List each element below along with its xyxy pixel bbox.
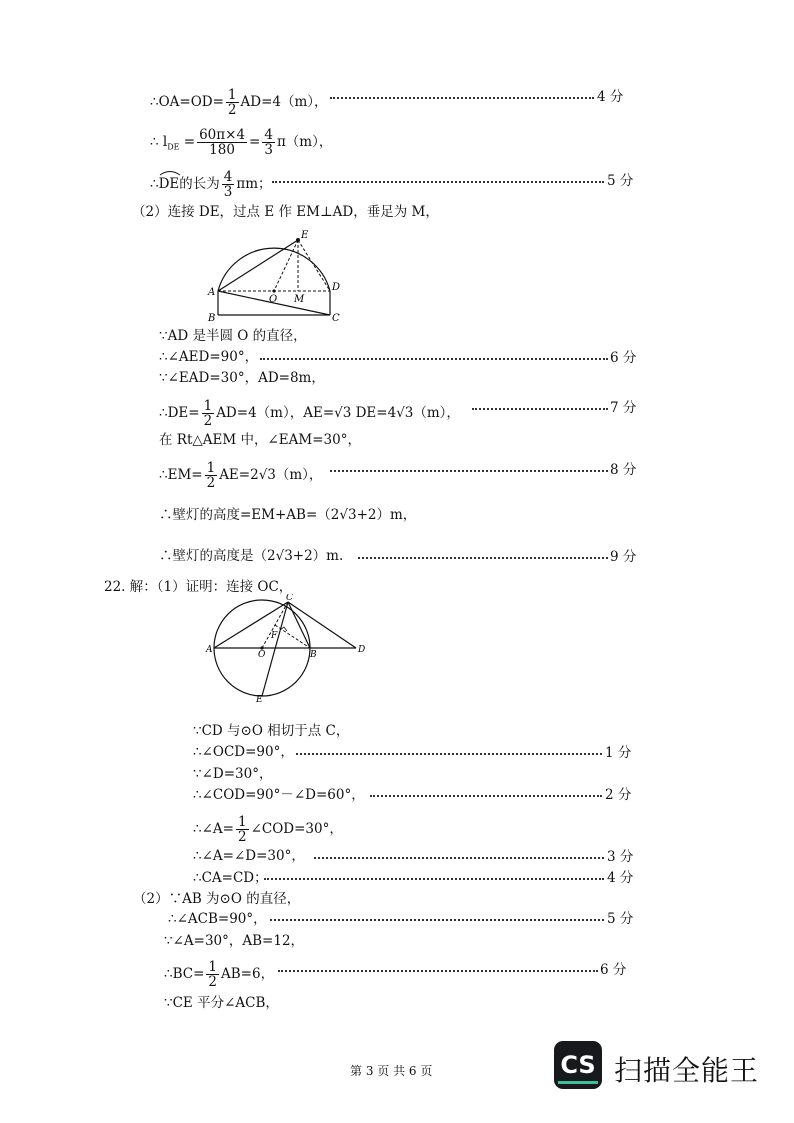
dot-leader <box>370 795 602 797</box>
score-4: 4 分 <box>597 89 624 105</box>
line-arc-de-length: ∴ DE的长为 $\frac{4}{3}$ πm； <box>150 169 272 200</box>
line-aed-90: ∴∠AED=90°， <box>159 349 259 365</box>
fraction-four-thirds-2: $\frac{4}{3}$ <box>223 169 233 200</box>
line-acb-90: ∴∠ACB=90°， <box>168 911 267 927</box>
score-2: 2 分 <box>605 787 632 803</box>
page-footer: 第 3 页 共 6 页 <box>350 1064 433 1078</box>
fig2-label-f: F <box>271 631 278 641</box>
score-3: 3 分 <box>607 849 634 865</box>
fig1-label-d: D <box>332 282 341 293</box>
figure-circle-tangent <box>204 594 374 704</box>
fig1-label-o: O <box>269 294 278 305</box>
fraction-half-2: $\frac{1}{2}$ <box>203 398 213 429</box>
line-oa-od: ∴OA=OD= $\frac{1}{2}$ AD=4（m）， <box>150 87 328 118</box>
dot-leader <box>330 470 608 472</box>
dot-leader <box>270 919 604 921</box>
line-ead-30: ∵∠EAD=30°，AD=8m， <box>159 370 325 386</box>
score-6b: 6 分 <box>600 962 627 978</box>
line-ocd-90: ∴∠OCD=90°， <box>193 744 294 760</box>
camscanner-logo <box>554 1041 602 1089</box>
arc-de-symbol: DE <box>159 175 180 193</box>
line-q22-part2: （2）∵AB 为⊙O 的直径， <box>133 891 301 907</box>
score-1: 1 分 <box>605 745 632 761</box>
fig1-label-e: E <box>301 230 309 241</box>
line-em: ∴EM= $\frac{1}{2}$ AE=2√3（m）， <box>159 460 323 491</box>
line-a-30-ab-12: ∵∠A=30°，AB=12， <box>164 933 305 949</box>
line-ad-diameter: ∵AD 是半圆 O 的直径， <box>159 328 307 344</box>
dot-leader <box>264 878 604 880</box>
dot-leader <box>272 181 604 183</box>
fig2-label-a: A <box>206 645 213 655</box>
line-bc: ∴BC= $\frac{1}{2}$ AB=6， <box>164 959 275 990</box>
line-q22-intro: 22. 解：（1）证明：连接 OC， <box>104 579 293 595</box>
fraction-half-4: $\frac{1}{2}$ <box>237 814 247 845</box>
line-de-ae: ∴DE= $\frac{1}{2}$ AD=4（m），AE=√3 DE=4√3（m）， <box>159 398 460 429</box>
line-ca-eq-cd: ∴CA=CD； <box>193 870 268 886</box>
logo-mark: CS <box>560 1051 596 1079</box>
fraction-four-thirds: $\frac{4}{3}$ <box>264 127 273 158</box>
fig2-label-e: E <box>256 695 263 704</box>
line-cd-tangent: ∵CD 与⊙O 相切于点 C， <box>193 723 350 739</box>
line-a-half-cod: ∴∠A= $\frac{1}{2}$ ∠COD=30°， <box>193 814 343 845</box>
line-ce-bisects: ∵CE 平分∠ACB， <box>164 995 279 1011</box>
dot-leader <box>330 97 594 99</box>
line-cod-60: ∴∠COD=90°－∠D=60°， <box>193 787 365 803</box>
line-arc-length: ∴ $l_{DE}$ = $\frac{60\pi\times 4}{180}$ = $\frac{4}{3}$ π（m）， <box>150 127 333 158</box>
fig2-label-c: C <box>286 594 293 603</box>
fig2-label-b: B <box>310 650 317 660</box>
score-4b: 4 分 <box>607 870 634 886</box>
fig2-label-d: D <box>358 645 366 655</box>
logo-text: 扫描全能王 <box>614 1054 760 1087</box>
fraction-half-5: $\frac{1}{2}$ <box>208 959 217 990</box>
fig1-label-a: A <box>208 287 216 298</box>
logo-accent-bar <box>558 1081 598 1084</box>
line-rt-aem: 在 Rt△AEM 中，∠EAM=30°， <box>159 432 361 448</box>
line-d-30: ∵∠D=30°， <box>193 766 273 782</box>
dot-leader <box>314 857 604 859</box>
score-5b: 5 分 <box>607 911 634 927</box>
dot-leader <box>472 408 608 410</box>
figure-semicircle <box>204 228 344 323</box>
score-7: 7 分 <box>610 400 637 416</box>
fraction-half: $\frac{1}{2}$ <box>227 87 237 118</box>
line-part2-intro: （2）连接 DE，过点 E 作 EM⊥AD，垂足为 M， <box>132 204 439 220</box>
dot-leader <box>260 358 608 360</box>
fraction-half-3: $\frac{1}{2}$ <box>206 460 216 491</box>
score-8: 8 分 <box>610 462 637 478</box>
fig2-label-o: O <box>258 650 266 660</box>
line-lamp-height-conclusion: ∴壁灯的高度是（2√3+2）m. <box>159 548 344 564</box>
score-6: 6 分 <box>610 350 637 366</box>
fraction-60pi: $\frac{60\pi\times 4}{180}$ <box>199 127 246 158</box>
dot-leader <box>278 970 598 972</box>
score-9: 9 分 <box>610 549 637 565</box>
score-5: 5 分 <box>607 173 634 189</box>
fig1-label-c: C <box>332 313 340 323</box>
fig1-label-b: B <box>208 313 216 323</box>
line-a-eq-d: ∴∠A=∠D=30°， <box>193 848 305 864</box>
fig1-label-m: M <box>294 294 305 305</box>
dot-leader <box>296 753 602 755</box>
dot-leader <box>358 557 608 559</box>
line-lamp-height: ∴壁灯的高度=EM+AB=（2√3+2）m， <box>159 507 417 523</box>
